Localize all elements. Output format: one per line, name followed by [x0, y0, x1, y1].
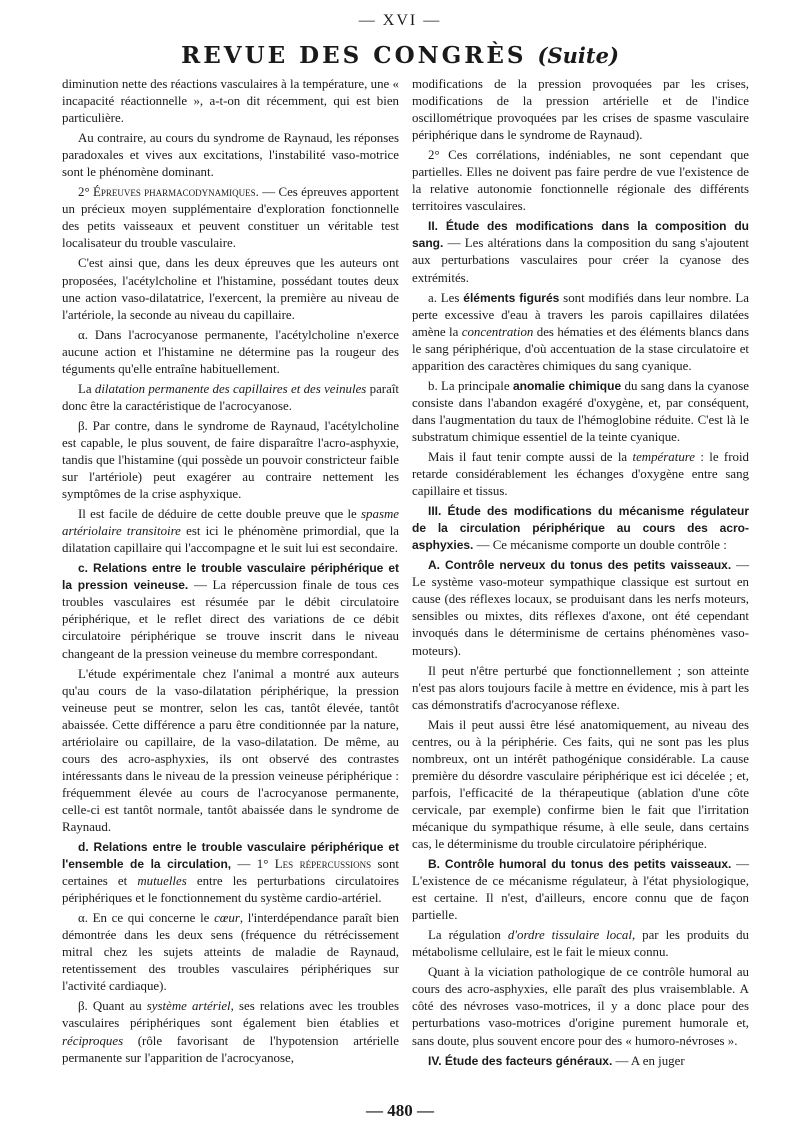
bold-text: anomalie chimique — [512, 378, 622, 393]
paragraph: diminution nette des réactions vasculaires à la température, une « incapacité réactionnelle », a-t-on dit récemment, qui est bien particulière. — [62, 77, 399, 126]
paragraph-text: Mais il faut tenir compte aussi de la — [428, 449, 633, 464]
paragraph-text: paraît donc être la caractéristique de l'acrocyanose. — [62, 381, 399, 413]
paragraph — [412, 218, 749, 286]
paragraph: α. Dans l'acrocyanose permanente, l'acétylcholine n'exerce aucune action et l'histamine ne détermine pas la rougeur des téguments qu'elle entraîne habituellement. — [62, 327, 399, 376]
paragraph-text: — L'existence de ce mécanisme régulateur, à l'état physiologique, est certaine. Il n'est, d'ailleurs, encore connu que de façon partielle. — [412, 857, 749, 923]
paragraph — [412, 290, 749, 375]
paragraph: Il peut n'être perturbé que fonctionnellement ; son atteinte n'est pas alors toujours facile à mettre en évidence, mis à part les cas démonstratifs d'acrocyanose réflexe. — [412, 663, 749, 712]
paragraph: Quant à la viciation pathologique de ce contrôle humoral au cours des acro-asphyxies, elle paraît des plus vraisemblable. A côté des névroses vaso-motrices, il y a donc place pour des perturbations vaso-motrices d'origine purement humorale et, sans doute, plus souvent encore pour des « humoro-névroses ». — [412, 965, 749, 1048]
paragraph — [412, 557, 749, 659]
italic-text: système artériel — [146, 999, 231, 1014]
paragraph-text: des hématies et des éléments blancs dans le sang périphérique, d'où accentuation de la stase circulatoire et apparition des caractères chimiques du sang cyanique. — [412, 324, 750, 373]
paragraph: Au contraire, au cours du syndrome de Raynaud, les réponses paradoxales et vives aux excitations, l'instabilité vaso-motrice sont le phénomène dominant. — [62, 131, 399, 180]
running-title — [0, 42, 800, 69]
paragraph-text: β. Quant au — [78, 999, 147, 1014]
paragraph — [412, 503, 749, 554]
paragraph-text: sont certaines et — [62, 857, 399, 889]
section-number: 2° — [78, 185, 90, 200]
paragraph-text: — Ce mécanisme comporte un double contrôle : — [473, 538, 727, 553]
paragraph-text: — 1° — [231, 857, 275, 872]
bold-text: éléments figurés — [463, 290, 560, 305]
paragraph-text: , ses relations avec les troubles vasculaires périphériques sont également bien établies et — [62, 999, 400, 1031]
paragraph-text: a. Les — [428, 290, 464, 305]
paragraph: 2° Ces corrélations, indéniables, ne sont cependant que partielles. Elles ne doivent pas faire perdre de vue l'existence de la relative autonomie fonctionnelle régionale des différents territoires vasculaires. — [412, 148, 749, 214]
paragraph: L'étude expérimentale chez l'animal a montré aux auteurs qu'au cours de la vaso-dilatation périphérique, la pression veineuse peut se montrer, selon les cas, tantôt élevée, tantôt abaissée. Cette différence a paru être conditionnée par la nature, artériolaire ou capillaire, de la vaso-dilatation. De même, au cours des acro-asphyxies, ils ont observé des contrastes intéressants dans le niveau de la pression veineuse périphérique : fréquemment élevée au cours de l'acrocyanose permanente, celle-ci est tantôt normale, tantôt abaissée dans le syndrome de Raynaud. — [62, 666, 399, 834]
paragraph-text: sont modifiés dans leur nombre. La perte excessive d'eau à travers les parois capillaires dilatées amène la — [412, 290, 749, 339]
section-heading: B. Contrôle humoral du tonus des petits vaisseaux. — [428, 857, 732, 872]
paragraph: Mais il peut aussi être lésé anatomiquement, au niveau des centres, ou à la périphérie. Ces faits, qui ne sont pas les plus nombreux, ont un intérêt pathogénique considérable. La cause première du désordre vasculaire périphérique est ici décelée ; et, parfois, l'efficacité de la thérapeutique (ablation d'une côte cervicale, par exemple) confirme bien le fait que l'irritation mécanique du sympathique résume, à elle seule, dans certains cas, le déterminisme du trouble circulatoire périphérique. — [412, 717, 749, 852]
paragraph-text: La régulation — [428, 928, 508, 943]
paragraph-text: — Le système vaso-moteur sympathique classique est surtout en cause (des réflexes locaux, se produisant dans les nerfs moteurs, sensibles ou mixtes, dits réflexes d'axone, ont été cependant invoqués dans le déterminisme de certains phénomènes vaso-moteurs). — [412, 558, 749, 658]
section-heading: A. Contrôle nerveux du tonus des petits vaisseaux. — [428, 558, 732, 573]
left-column — [62, 76, 399, 1070]
paragraph-text: — Ces épreuves apportent un précieux moyen supplémentaire d'exploration fonctionnelle des petits vaisseaux et peuvent constituer un véritable test localisateur du trouble vasculaire. — [62, 185, 399, 251]
paragraph-text: (rôle favorisant de l'hypotension artérielle permanente sur l'apparition de l'acrocyanose, — [62, 1033, 399, 1065]
page-number: — 480 — — [366, 1101, 434, 1120]
running-title-main: REVUE DES CONGRÈS — [181, 42, 527, 69]
paragraph-text: b. La principale — [428, 378, 513, 393]
italic-text: dilatation permanente des capillaires et des veinules — [94, 381, 367, 396]
paragraph: C'est ainsi que, dans les deux épreuves que les auteurs ont proposées, l'acétylcholine et l'histamine, possédant toutes deux une action vaso-dilatatrice, l'exercent, la première au niveau de l'artériole, la seconde au niveau du capillaire. — [62, 256, 399, 322]
paragraph-text: — Les altérations dans la composition du sang s'ajoutent aux perturbations vasculaires pour créer la cyanose des extrémités. — [412, 236, 749, 285]
paragraph-text: — A en juger — [612, 1053, 685, 1068]
paragraph — [62, 506, 399, 557]
section-heading: IV. Étude des facteurs généraux. — [428, 1053, 613, 1068]
paragraph — [412, 856, 749, 924]
section-heading: c. Relations entre le trouble vasculaire périphérique et la pression veineuse. — [62, 561, 399, 593]
paragraph — [62, 998, 399, 1066]
paragraph-text: est ici le phénomène primordial, que la dilatation capillaire qui l'accompagne et le suit lui est secondaire. — [62, 524, 399, 556]
italic-text: d'ordre tissulaire local — [507, 928, 632, 943]
paragraph-text: entre les perturbations circulatoires périphériques et le fonctionnement du système cardio-artériel. — [62, 874, 399, 906]
paragraph-text: La — [78, 381, 95, 396]
italic-text: mutuelles — [137, 874, 187, 889]
paragraph: β. Par contre, dans le syndrome de Raynaud, l'acétylcholine est capable, le plus souvent, de faire disparaître l'acro-asphyxie, tandis que l'histamine (qui possède un pouvoir constricteur faible sur l'artériole) peut exagérer au contraire nettement les symptômes de la crise asphyxique. — [62, 418, 399, 502]
paragraph — [62, 381, 399, 415]
paragraph — [62, 184, 399, 252]
italic-text: réciproques — [62, 1033, 124, 1048]
paragraph-text: , l'interdépendance paraît bien démontrée dans les deux sens (fréquence du rétrécissement mitral chez les sujets atteints de maladie de Raynaud, retentissement des troubles vasculaires périphériques sur l'activité cardiaque). — [62, 911, 399, 994]
paragraph — [412, 449, 749, 500]
paragraph — [412, 1053, 749, 1070]
section-heading: d. Relations entre le trouble vasculaire périphérique et l'ensemble de la circulation, — [62, 840, 399, 872]
section-heading: Épreuves pharmacodynamiques. — [92, 185, 259, 200]
paragraph: modifications de la pression provoquées par les crises, modifications de la pression artérielle et de l'indice oscillométrique provoquées par les crises de spasme vasculaire périphérique dans le syndrome de Raynaud). — [412, 77, 749, 143]
paragraph — [412, 927, 749, 961]
section-heading: II. Étude des modifications dans la composition du sang. — [412, 219, 749, 251]
italic-text: température — [632, 449, 696, 464]
paragraph — [62, 560, 399, 662]
paragraph-text: α. En ce qui concerne le — [78, 911, 215, 926]
roman-page-number: — XVI — — [358, 12, 442, 29]
small-caps-text: Les répercussions — [274, 857, 372, 872]
paragraph-text: : le froid retarde considérablement les échanges d'oxygène entre sang capillaire et tissus. — [412, 449, 749, 499]
section-heading: III. Étude des modifications du mécanisme régulateur de la circulation périphérique au cours des acro-asphyxies. — [412, 504, 749, 553]
italic-text: concentration — [461, 324, 534, 339]
paragraph-text: Il est facile de déduire de cette double preuve que le — [78, 507, 362, 522]
paragraph — [62, 839, 399, 907]
running-title-suffix: (Suite) — [537, 43, 619, 68]
paragraph-text: — La répercussion finale de tous ces troubles vasculaires est résumée par le débit circulatoire périphérique, et le reflet direct des variations de ce débit circulatoire périphérique se trouve inscrit dans le niveau changeant de la pression veineuse du membre correspondant. — [62, 578, 400, 661]
right-column — [412, 76, 749, 1073]
paragraph-text: du sang dans la cyanose consiste dans l'abandon exagéré d'oxygène, et, par conséquent, dans l'augmentation du taux de l'hémoglobine réduite. C'est là le substratum chimique essentiel de la teinte cyanique. — [412, 378, 749, 444]
paragraph — [62, 910, 399, 995]
paragraph — [412, 378, 749, 446]
italic-text: spasme artériolaire transitoire — [62, 507, 399, 539]
paragraph-text: , par les produits du métabolisme cellulaire, est le fait le mieux connu. — [412, 928, 749, 960]
italic-text: cœur — [214, 911, 240, 926]
